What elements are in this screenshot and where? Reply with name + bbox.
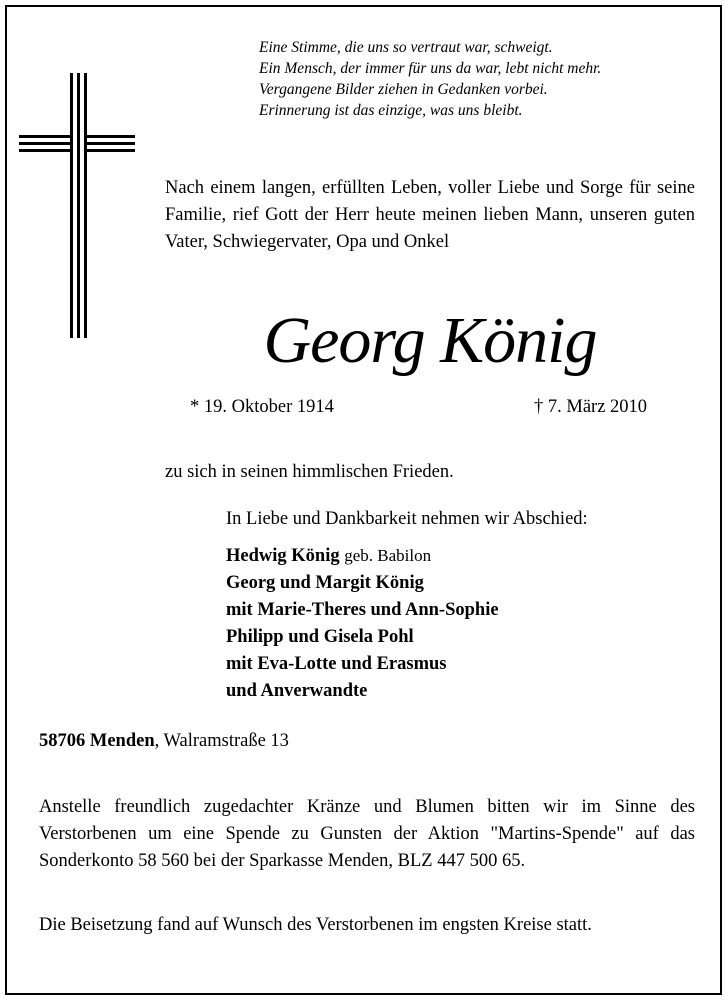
family-member: Philipp und Gisela Pohl: [226, 627, 414, 647]
address-city: 58706 Menden: [39, 731, 155, 751]
family-member: und Anverwandte: [226, 681, 368, 701]
family-member: mit Eva-Lotte und Erasmus: [226, 654, 447, 674]
poem-line: Eine Stimme, die uns so vertraut war, schweigt.: [259, 39, 553, 56]
family-list: [226, 542, 499, 705]
address: [39, 731, 289, 752]
birth-date: * 19. Oktober 1914: [190, 397, 334, 417]
deceased-name: Georg König: [263, 304, 597, 377]
family-member-name: Hedwig König: [226, 546, 340, 566]
maiden-name: geb. Babilon: [344, 546, 432, 565]
cross-icon: [17, 73, 137, 338]
family-member: mit Marie-Theres und Ann-Sophie: [226, 600, 499, 620]
burial-note: Die Beisetzung fand auf Wunsch des Verstorbenen im engsten Kreise statt.: [39, 915, 592, 935]
closing-phrase: zu sich in seinen himmlischen Frieden.: [165, 462, 454, 482]
death-date: † 7. März 2010: [534, 397, 648, 417]
poem: [259, 37, 699, 121]
family-member: Georg und Margit König: [226, 573, 424, 593]
donation-note: Anstelle freundlich zugedachter Kränze und Blumen bitten wir im Sinne des Verstorbenen um eine Spende zu Gunsten der Aktion "Martins-Spende" auf das Sonderkonto 58 560 bei der Sparkasse Menden, BLZ 447 500 65.: [39, 797, 695, 871]
poem-line: Ein Mensch, der immer für uns da war, lebt nicht mehr.: [259, 60, 602, 77]
farewell-line: In Liebe und Dankbarkeit nehmen wir Abschied:: [226, 509, 588, 529]
obituary-notice: [5, 5, 722, 995]
poem-line: Erinnerung ist das einzige, was uns bleibt.: [259, 102, 523, 119]
family-member: [226, 542, 499, 570]
address-street: , Walramstraße 13: [154, 731, 289, 751]
intro-text: Nach einem langen, erfüllten Leben, voller Liebe und Sorge für seine Familie, rief Gott der Herr heute meinen lieben Mann, unseren guten Vater, Schwiegervater, Opa und Onkel: [165, 178, 695, 252]
poem-line: Vergangene Bilder ziehen in Gedanken vorbei.: [259, 81, 548, 98]
